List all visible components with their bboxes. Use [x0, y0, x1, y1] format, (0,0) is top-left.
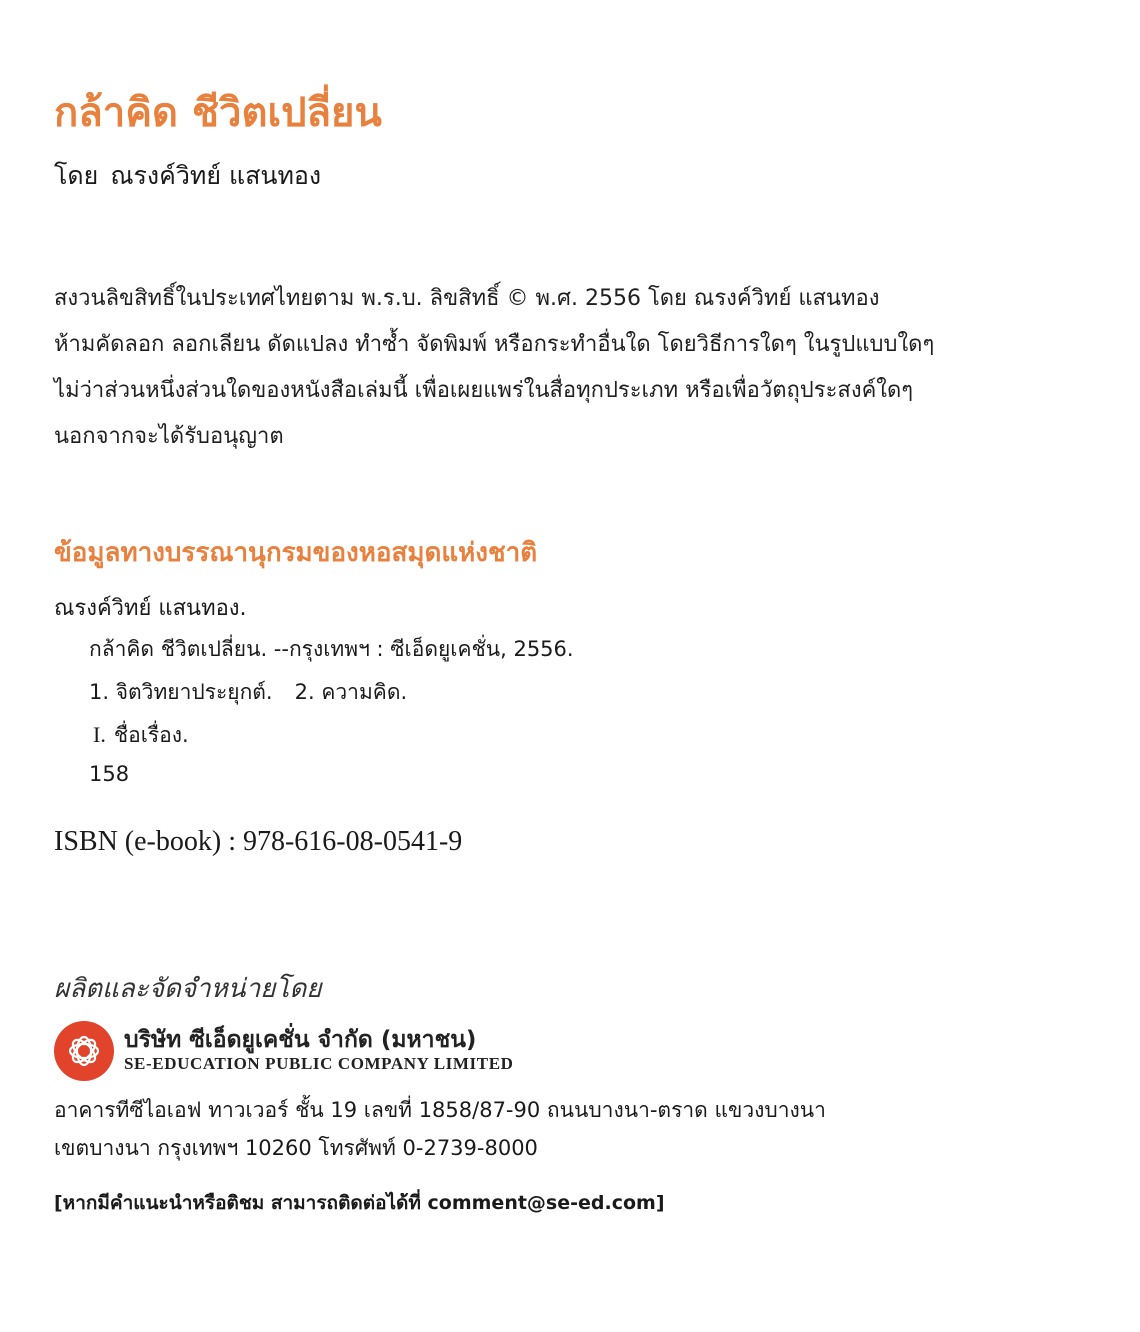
cip-title-line: กล้าคิด ชีวิตเปลี่ยน. --กรุงเทพฯ : ซีเอ็ดยูเคชั่น, 2556.	[89, 637, 574, 661]
distribution-label: ผลิตและจัดจำหน่ายโดย	[54, 974, 322, 1004]
author-prefix: โดย	[54, 161, 99, 190]
company-name-thai: บริษัท ซีเอ็ดยูเคชั่น จำกัด (มหาชน)	[124, 1027, 477, 1053]
cip-author: ณรงค์วิทย์ แสนทอง.	[54, 596, 247, 621]
cip-class-number: 158	[89, 762, 130, 786]
se-ed-logo-icon	[54, 1021, 114, 1081]
cip-series-roman: I.	[93, 722, 106, 747]
company-name-english: SE-EDUCATION PUBLIC COMPANY LIMITED	[124, 1054, 514, 1073]
address-line-1: อาคารทีซีไอเอฟ ทาวเวอร์ ชั้น 19 เลขที่ 1858/87-90 ถนนบางนา-ตราด แขวงบางนา	[54, 1098, 826, 1122]
comment-note: [หากมีคำแนะนำหรือติชม สามารถติดต่อได้ที่ comment@se-ed.com]	[54, 1192, 665, 1214]
copyright-line: ไม่ว่าส่วนหนึ่งส่วนใดของหนังสือเล่มนี้ เพื่อเผยแพร่ในสื่อทุกประเภท หรือเพื่อวัตถุประสงค์ใดๆ	[54, 378, 914, 403]
address-line-2: เขตบางนา กรุงเทพฯ 10260 โทรศัพท์ 0-2739-8000	[54, 1136, 538, 1160]
cip-subjects	[89, 676, 407, 709]
author-name: ณรงค์วิทย์ แสนทอง	[110, 161, 322, 190]
isbn: ISBN (e-book) : 978-616-08-0541-9	[54, 826, 463, 857]
book-title: กล้าคิด ชีวิตเปลี่ยน	[54, 90, 382, 136]
cip-subject-2: 2. ความคิด.	[294, 680, 408, 704]
cip-heading: ข้อมูลทางบรรณานุกรมของหอสมุดแห่งชาติ	[54, 538, 538, 568]
copyright-line: สงวนลิขสิทธิ์ในประเทศไทยตาม พ.ร.บ. ลิขสิทธิ์ © พ.ศ. 2556 โดย ณรงค์วิทย์ แสนทอง	[54, 286, 880, 311]
cip-series-label: ชื่อเรื่อง.	[113, 723, 189, 747]
author-line	[54, 156, 321, 196]
cip-subject-1: 1. จิตวิทยาประยุกต์.	[89, 680, 273, 704]
copyright-line: ห้ามคัดลอก ลอกเลียน ดัดแปลง ทำซ้ำ จัดพิมพ์ หรือกระทำอื่นใด โดยวิธีการใดๆ ในรูปแบบใดๆ	[54, 332, 935, 357]
copyright-line: นอกจากจะได้รับอนุญาต	[54, 424, 284, 449]
copyright-notice	[54, 276, 934, 460]
cip-series	[93, 719, 189, 752]
